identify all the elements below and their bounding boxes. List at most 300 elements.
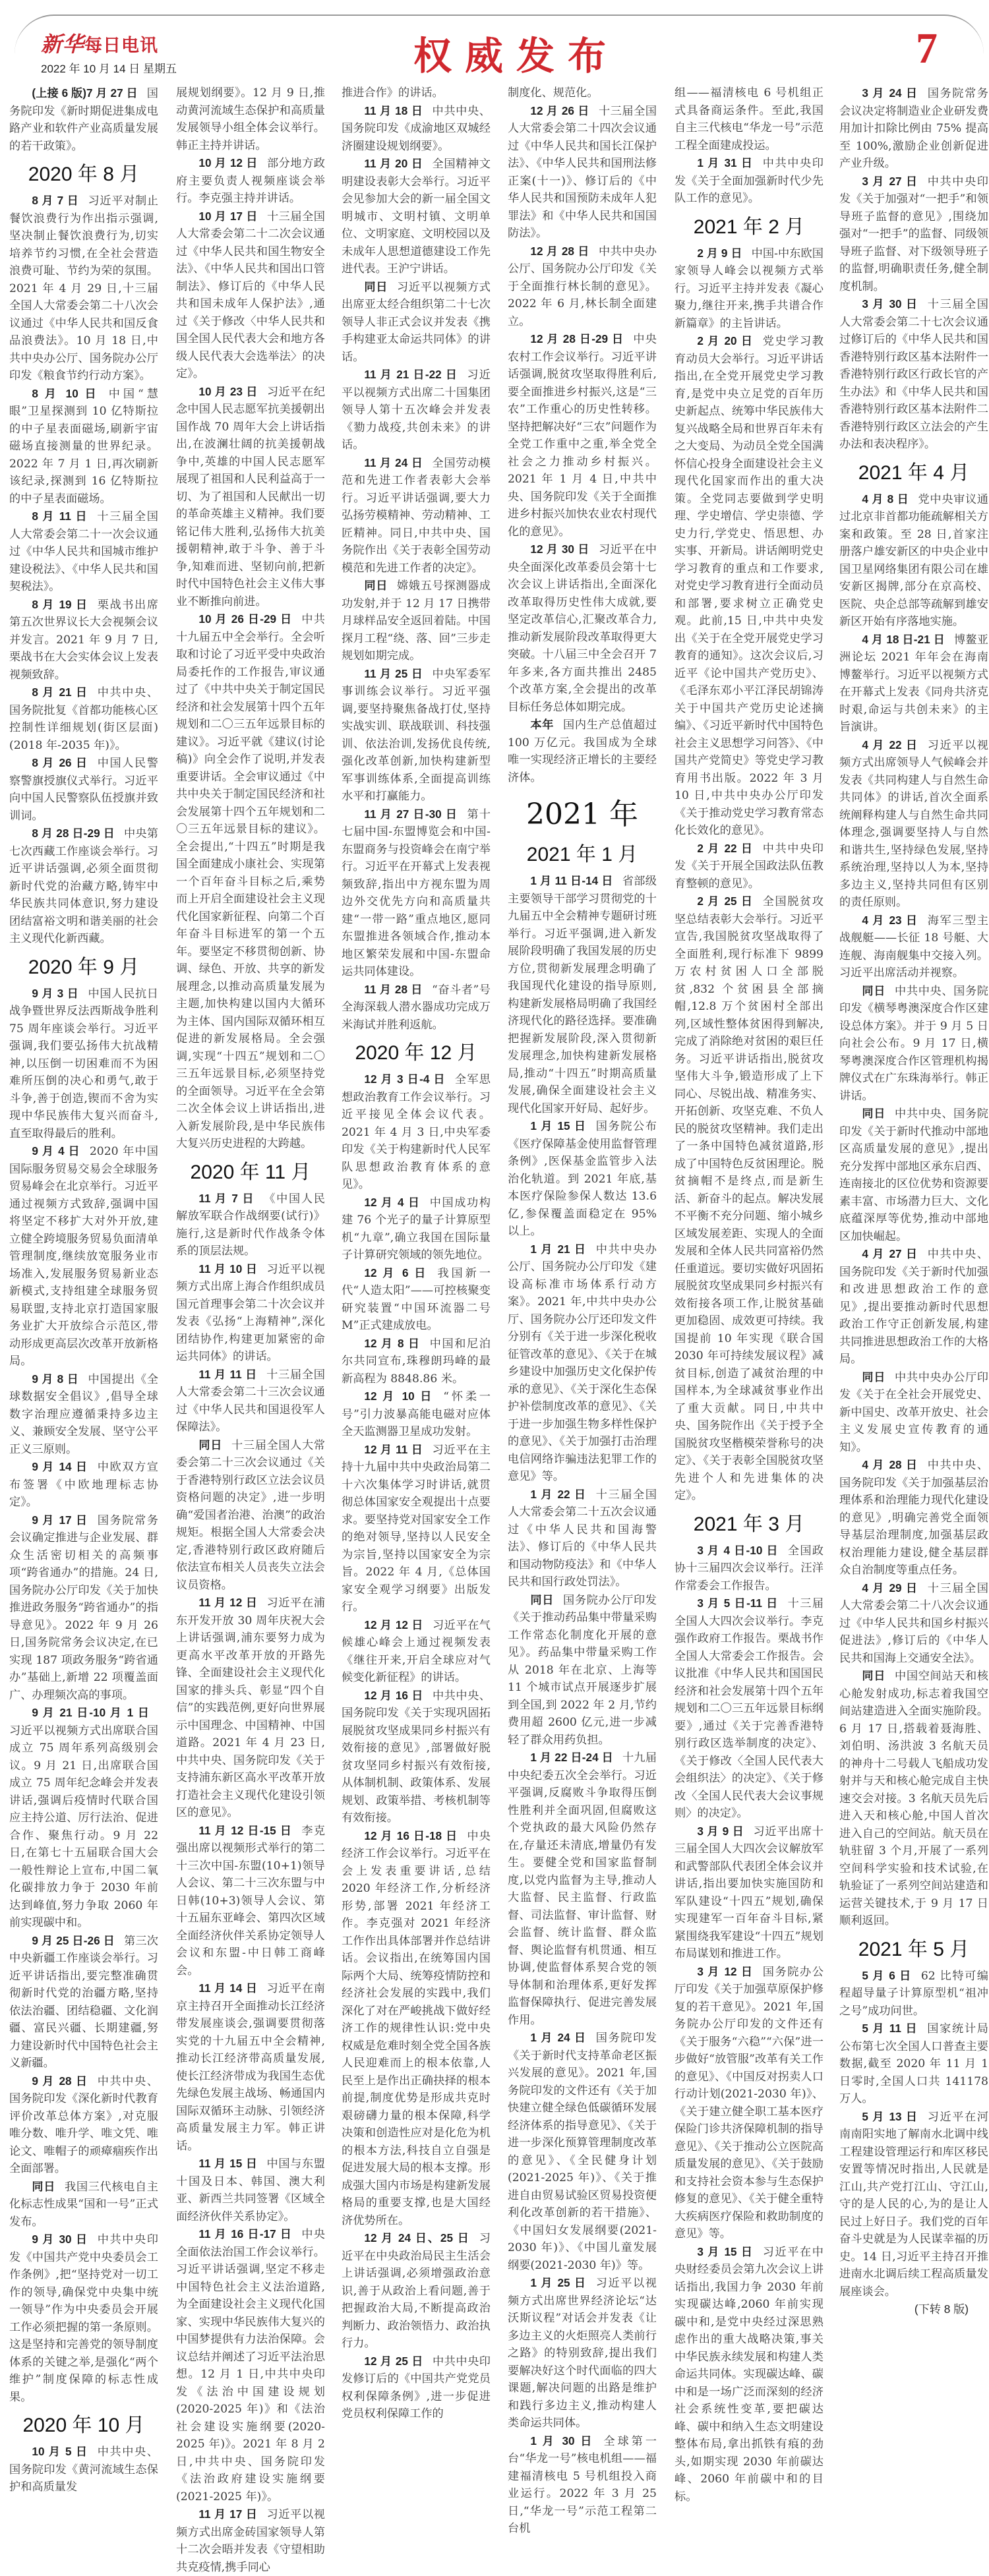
entry-date: 10 月 12 日 xyxy=(198,156,258,169)
chronicle-entry xyxy=(176,2505,325,2576)
entry-date: 9 月 21 日-10 月 1 日 xyxy=(32,1706,149,1719)
entry-text: 习近平在浦东开发开放 30 周年庆祝大会上讲话强调,浦东要努力成为更高水平改革开放的开路先锋、全面建设社会主义现代化国家的排头兵、彰显“四个自信”的实践范例,更好向世界展示中国理念、中国精神、中国道路。2021 年 4 月 23 日,中共中央、国务院印发《关于支持浦东新区高水平改革开放打造社会主义现代化建设引领区的意见》。 xyxy=(176,1596,325,1819)
entry-text: 习近平在中央财经委员会第九次会议上讲话指出,我国力争 2030 年前实现碳达峰,2060 年前实现碳中和,是党中央经过深思熟虑作出的重大战略决策,事关中华民族永续发展和构建人类命运共同体。实现碳达峰、碳中和是一场广泛而深刻的经济社会系统性变革,要把碳达峰、碳中和纳入生态文明建设整体布局,拿出抓铁有痕的劲头,如期实现 2030 年前碳达峰、2060 年前碳中和的目标。 xyxy=(674,2245,824,2503)
entry-text: 中共中央、国务院印发《成渝地区双城经济圈建设规划纲要》。 xyxy=(342,104,491,153)
entry-text: 国务院常务会议确定推进与企业发展、群众生活密切相关的高频事项“跨省通办”的措施。24 日,国务院办公厅印发《关于加快推进政务服务“跨省通办”的指导意见》。2022 年 9 月 26 日,国务院常务会议决定,在已实现 187 项政务服务“跨省通办”基础上,新增 22 项覆盖面广、办理频次高的事项。 xyxy=(9,1513,158,1702)
entry-date: 1 月 22 日-24 日 xyxy=(530,1751,614,1764)
entry-date: 3 月 9 日 xyxy=(697,1824,744,1838)
chronicle-entry xyxy=(674,893,824,1505)
entry-date: 11 月 11 日 xyxy=(198,1367,258,1381)
entry-text: 中国“慧眼”卫星探测到 10 亿特斯拉的中子星表面磁场,刷新宇宙磁场直接测量的世界纪录。2022 年 7 月 1 日,再次刷新该纪录,探测到 16 亿特斯拉的中子星表面磁场。 xyxy=(9,387,158,506)
newspaper-logo xyxy=(41,28,177,58)
chronicle-entry xyxy=(9,985,158,1143)
entry-date: 9 月 3 日 xyxy=(32,986,79,1000)
entry-text: 中共中央、国务院批复《首都功能核心区控制性详细规划(街区层面)(2018 年-2035 年)》。 xyxy=(9,686,158,752)
article-column-2 xyxy=(176,84,325,2576)
entry-date: (上接 6 版)7 月 27 日 xyxy=(32,86,138,100)
entry-date: 10 月 23 日 xyxy=(198,384,258,398)
entry-date: 1 月 21 日 xyxy=(530,1242,587,1256)
entry-text: 习近平在主持十九届中共中央政治局第二十六次集体学习时讲话,就贯彻总体国家安全观提出十点要求。要坚持党对国家安全工作的绝对领导,坚持以人民安全为宗旨,坚持以国家安全为宗旨。2022 年 4 月,《总体国家安全观学习纲要》出版发行。 xyxy=(342,1443,491,1614)
entry-text: 国务院办公厅印发《关于加强草原保护修复的若干意见》。2021 年,国务院办公厅印发的文件还有《关于服务“六稳”“六保”进一步做好“放管服”改革有关工作的意见》、《中国反对拐卖人口行动计划(2021-2030 年)》、《关于建立健全职工基本医疗保险门诊共济保障机制的指导意见》、《关于推动公立医院高质量发展的意见》、《关于鼓励和支持社会资本参与生态保护修复的意见》、《关于健全重特大疾病医疗保险和救助制度的意见》等。 xyxy=(674,1965,824,2240)
entry-text: 党中央审议通过北京非首都功能疏解相关方案和政策。至 28 日,首家注册落户雄安新区的中央企业中国卫星网络集团有限公司在雄安新区揭牌,部分在京高校、医院、央企总部等疏解到雄安新区开始有序落地实施。 xyxy=(839,492,988,628)
chronicle-entry xyxy=(9,684,158,754)
entry-date: 9 月 4 日 xyxy=(32,1144,80,1157)
entry-date: 12 月 30 日 xyxy=(530,542,589,556)
entry-text: 国务院印发《新时期促进集成电路产业和软件产业高质量发展的若干政策》。 xyxy=(9,87,158,153)
entry-date: 同日 xyxy=(862,1107,886,1120)
chronicle-entry xyxy=(176,1190,325,1260)
entry-text: 中共中央办公厅、国务院办公厅印发《关于全面推行林长制的意见》。2022 年 6 月,林长制全面建立。 xyxy=(508,245,657,328)
entry-date: 同日 xyxy=(862,1370,886,1384)
chronicle-entry xyxy=(508,102,657,243)
chronicle-entry xyxy=(342,1441,491,1616)
chronicle-entry xyxy=(839,1245,988,1368)
entry-date: 11 月 28 日 xyxy=(364,982,423,996)
chronicle-entry xyxy=(9,1370,158,1459)
entry-text: 李克强出席以视频形式举行的第二十三次中国-东盟(10+1)领导人会议、第二十三次东盟与中日韩(10+3)领导人会议、第十五届东亚峰会、第四次区域全面经济伙伴关系协定领导人会议和东盟-中日韩工商峰会。 xyxy=(176,1824,325,1977)
newspaper-brand xyxy=(41,28,177,76)
entry-text: 中共中央办公厅印发《关于在全社会开展党史、新中国史、改革开放史、社会主义发展史宣传教育的通知》。 xyxy=(839,1370,988,1454)
chronicle-entry xyxy=(342,1264,491,1335)
entry-date: 4 月 22 日 xyxy=(862,738,918,751)
entry-text: 62 比特可编程超导量子计算原型机“祖冲之号”成功问世。 xyxy=(839,1969,988,2018)
chronicle-entry xyxy=(9,1704,158,1932)
chronicle-entry xyxy=(342,1335,491,1388)
entry-text: 全国精神文明建设表彰大会举行。习近平会见参加大会的新一届全国文明城市、文明村镇、文明单位、文明家庭、文明校园以及未成年人思想道德建设工作先进代表。王沪宁讲话。 xyxy=(342,158,491,276)
entry-text: 习近平以视频方式出席金砖国家领导人第十二次会晤并发表《守望相助共克疫情,携手同心 xyxy=(176,2508,325,2574)
month-heading: 2020 年 12 月 xyxy=(355,1042,477,1064)
entry-date: 12 月 11 日 xyxy=(364,1442,423,1456)
chronicle-entry xyxy=(508,541,657,716)
chronicle-entry xyxy=(342,1070,491,1194)
entry-date: 11 月 12 日 xyxy=(198,1596,258,1609)
chronicle-entry xyxy=(839,1667,988,1930)
month-heading: 2021 年 3 月 xyxy=(693,1513,805,1535)
entry-text: 国务院常务会议决定将制造业企业研发费用加计扣除比例由 75% 提高至 100%,激励企业创新促进产业升级。 xyxy=(839,87,988,170)
entry-text: 习近平在中央政治局民主生活会上讲话强调,必须增强政治意识,善于从政治上看问题,善于把握政治大局,不断提高政治判断力、政治领悟力、政治执行力。 xyxy=(342,2232,491,2350)
entry-text: 国务院公布《医疗保障基金使用监督管理条例》,医保基金监管步入法治化轨道。到 2021 年底,基本医疗保险参保人数达 13.6 亿,参保覆盖面稳定在 95% 以上。 xyxy=(508,1120,657,1238)
chronicle-entry xyxy=(176,610,325,1153)
entry-date: 11 月 24 日 xyxy=(364,455,423,469)
entry-date: 同日 xyxy=(364,279,388,293)
entry-text: 中共中央、国务院印发《关于新时代加强和改进思想政治工作的意见》,提出要推动新时代思想政治工作守正创新发展,构建共同推进思想政治工作的大格局。 xyxy=(839,1248,988,1366)
entry-date: 4 月 18 日-21 日 xyxy=(862,632,945,646)
entry-date: 3 月 4 日-10 日 xyxy=(697,1543,779,1557)
entry-date: 1 月 25 日 xyxy=(530,2276,587,2289)
entry-text: 中共中央印发《关于开展全国政法队伍教育整顿的意见》。 xyxy=(674,842,824,891)
entry-text: 习近平以视频方式出席亚太经合组织第二十七次领导人非正式会议并发表《携手构建亚太命运共同体》的讲话。 xyxy=(342,280,491,364)
chronicle-entry xyxy=(342,665,491,805)
chronicle-entry xyxy=(508,330,657,541)
chronicle-entry xyxy=(839,84,988,173)
entry-date: 3 月 12 日 xyxy=(697,1964,754,1978)
entry-text: 第三次中央新疆工作座谈会举行。习近平讲话指出,要完整准确贯彻新时代党的治疆方略,坚持依法治疆、团结稳疆、文化润疆、富民兴疆、长期建疆,努力建设新时代中国特色社会主义新疆。 xyxy=(9,1934,158,2070)
entry-text: 中央全面依法治国工作会议举行。习近平讲话强调,坚定不移走中国特色社会主义法治道路,为全面建设社会主义现代化国家、实现中华民族伟大复兴的中国梦提供有力法治保障。会议总结并阐述了习近平法治思想。12 月 1 日,中共中央印发《法治中国建设规划(2020-2025 年)》和《法治社会建设实施纲要(2020-2025 年)》。2021 年 8 月 2 日,中共中央、国务院印发《法治政府建设实施纲要(2021-2025 年)》。 xyxy=(176,2228,325,2503)
entry-text: 中国人民抗日战争暨世界反法西斯战争胜利 75 周年座谈会举行。习近平强调,我们要弘扬伟大抗战精神,以压倒一切困难而不为困难所压倒的决心和勇气,敢于斗争,善于创造,锲而不舍为实现中华民族伟大复兴而奋斗,直至取得最后的胜利。 xyxy=(9,987,158,1140)
masthead xyxy=(15,15,984,78)
entry-text: 栗战书出席第五次世界议长大会视频会议并发言。2021 年 9 月 7 日,栗战书在大会实体会议上发表视频致辞。 xyxy=(9,598,158,682)
entry-text: 中共中央、国务院印发《深化新时代教育评价改革总体方案》,对克服唯分数、唯升学、唯文凭、唯论文、唯帽子的顽瘴痼疾作出全面部署。 xyxy=(9,2074,158,2175)
chronicle-entry xyxy=(508,1241,657,1486)
chronicle-entry xyxy=(508,2274,657,2432)
entry-text: 习近平对制止餐饮浪费行为作出指示强调,坚决制止餐饮浪费行为,切实培养节约习惯,在全社会营造浪费可耻、节约为荣的氛围。2021 年 4 月 29 日,十三届全国人大常委会第二十八次会议通过《中华人民共和国反食品浪费法》。10 月 18 日,中共中央办公厅、国务院办公厅印发《粮食节约行动方案》。 xyxy=(9,194,158,382)
chronicle-entry xyxy=(839,173,988,296)
entry-date: 8 月 28 日-29 日 xyxy=(32,827,115,840)
entry-date: 12 月 25 日 xyxy=(364,2354,423,2368)
entry-date: 11 月 25 日 xyxy=(364,666,423,680)
entry-date: 10 月 26 日-29 日 xyxy=(198,612,293,626)
continued-on-page: (下转 8 版) xyxy=(914,2302,969,2316)
entry-date: 1 月 30 日 xyxy=(530,2434,595,2447)
chronicle-entry xyxy=(342,577,491,665)
entry-text: 国内生产总值超过 100 万亿元。我国成为全球唯一实现经济正增长的主要经济体。 xyxy=(508,718,657,784)
entry-date: 11 月 12 日-15 日 xyxy=(198,1823,293,1837)
entry-date: 12 月 28 日 xyxy=(530,244,589,258)
entry-date: 12 月 6 日 xyxy=(364,1266,429,1279)
chronicle-entry xyxy=(508,872,657,1117)
article-column-3 xyxy=(342,84,491,2423)
entry-date: 5 月 11 日 xyxy=(862,2022,918,2035)
month-heading: 2020 年 9 月 xyxy=(28,956,140,978)
section-title: 权威发布 xyxy=(413,34,620,78)
entry-text: 中欧双方宣布签署《中欧地理标志协定》。 xyxy=(9,1461,158,1509)
chronicle-entry xyxy=(342,1687,491,1827)
entry-text: “奋斗者”号全海深载人潜水器成功完成万米海试并胜利返航。 xyxy=(342,983,491,1032)
chronicle-entry xyxy=(839,1579,988,1668)
chronicle-entry xyxy=(508,243,657,331)
entry-date: 12 月 12 日 xyxy=(364,1618,423,1631)
chronicle-entry xyxy=(839,490,988,631)
entry-date: 10 月 17 日 xyxy=(198,209,258,223)
chronicle-entry xyxy=(176,1822,325,1980)
entry-date: 9 月 14 日 xyxy=(32,1460,88,1473)
chronicle-entry xyxy=(839,982,988,1105)
chronicle-entry xyxy=(176,383,325,611)
chronicle-entry xyxy=(508,1117,657,1241)
entry-date: 5 月 6 日 xyxy=(862,1968,912,1982)
chronicle-entry xyxy=(508,2029,657,2274)
entry-text: 全国政协十三届四次会议举行。汪洋作常委会工作报告。 xyxy=(674,1544,824,1593)
entry-date: 11 月 27 日-30 日 xyxy=(364,807,458,821)
entry-date: 同日 xyxy=(530,1593,554,1606)
chronicle-entry xyxy=(9,1932,158,2072)
entry-text: 十三届全国人大常委会第二十三次会议通过《关于香港特别行政区立法会议员资格问题的决定》,进一步明确“爱国者治港、治澳”的政治规矩。根据全国人大常委会决定,香港特别行政区政府随后依法宣布相关人员丧失立法会议员资格。 xyxy=(176,1438,325,1592)
continued-paragraph: 推进合作》的讲话。 xyxy=(342,86,444,100)
entry-date: 同日 xyxy=(862,983,886,997)
logo-sub: 每日电讯 xyxy=(84,36,159,56)
entry-text: 习近平在中央全面深化改革委员会第十七次会议上讲话指出,全面深化改革取得历史性伟大成就,要坚定改革信心,汇聚改革合力,推动新发展阶段改革取得更大突破。十八届三中全会召开 7 年多来,各方面共推出 2485 个改革方案,全会提出的改革目标任务总体如期完成。 xyxy=(508,543,657,714)
article-column-1 xyxy=(9,84,158,2496)
entry-text: 党史学习教育动员大会举行。习近平讲话指出,在全党开展党史学习教育,是党中央立足党的百年历史新起点、统筹中华民族伟大复兴战略全局和世界百年未有之大变局、为动员全党全国满怀信心投身全面建设社会主义现代化国家而作出的重大决策。全党同志要做到学史明理、学史增信、学史崇德、学史力行,学党史、悟思想、办实事、开新局。讲话阐明党史学习教育的重点和工作要求,对党史学习教育进行全面动员和部署,要求树立正确党史观。此前,15 日,中共中央发出《关于在全党开展党史学习教育的通知》。这次会议后,习近平《论中国共产党历史》、《毛泽东邓小平江泽民胡锦涛关于中国共产党历史论述摘编》、《习近平新时代中国特色社会主义思想学习问答》、《中国共产党简史》等党史学习教育用书出版。2022 年 3 月 10 日,中共中央办公厅印发《关于推动党史学习教育常态化长效化的意见》。 xyxy=(674,335,824,837)
month-heading: 2020 年 8 月 xyxy=(28,163,140,185)
entry-text: 中共中央、国务院印发《横琴粤澳深度合作区建设总体方案》。并于 9 月 5 日向社会公布。9 月 17 日,横琴粤澳深度合作区管理机构揭牌仪式在广东珠海举行。韩正讲话。 xyxy=(839,984,988,1103)
logo-main: 新华 xyxy=(41,32,85,57)
entry-text: 十三届全国人大常委会第二十五次会议通过《中华人民共和国海警法》、修订后的《中华人民共和国动物防疫法》和《中华人民共和国行政处罚法》。 xyxy=(508,1488,657,1589)
chronicle-entry xyxy=(342,1827,491,2230)
entry-date: 1 月 24 日 xyxy=(530,2031,587,2044)
entry-text: 习近平在河南南阳实地了解南水北调中线工程建设管理运行和库区移民安置等情况时指出,人民就是江山,共产党打江山、守江山,守的是人民的心,为的是让人民过上好日子。我们党的百年奋斗史就是为人民谋幸福的历史。14 日,习近平主持召开推进南水北调后续工程高质量发展座谈会。 xyxy=(839,2110,988,2298)
entry-date: 12 月 4 日 xyxy=(364,1195,421,1209)
entry-date: 11 月 16 日-17 日 xyxy=(198,2227,293,2240)
entry-date: 4 月 27 日 xyxy=(862,1247,918,1260)
entry-text: 中国-中东欧国家领导人峰会以视频方式举行。习近平主持并发表《凝心聚力,继往开来,携手共谱合作新篇章》的主旨讲话。 xyxy=(674,247,824,330)
entry-date: 8 月 19 日 xyxy=(32,597,88,611)
entry-text: 国务院印发《关于新时代支持革命老区振兴发展的意见》。2021 年,国务院印发的文件还有《关于加快建立健全绿色低碳循环发展经济体系的指导意见》、《关于进一步深化预算管理制度改革的意见》、《全民健身计划(2021-2025 年)》、《关于推进自由贸易试验区贸易投资便利化改革创新的若干措施》、《中国妇女发展纲要(2021-2030 年)》、《中国儿童发展纲要(2021-2030 年)》等。 xyxy=(508,2032,657,2272)
entry-date: 3 月 30 日 xyxy=(862,297,918,310)
entry-date: 3 月 27 日 xyxy=(862,174,918,188)
entry-date: 9 月 8 日 xyxy=(32,1372,79,1386)
entry-text: 第十七届中国-东盟博览会和中国-东盟商务与投资峰会在南宁举行。习近平在开幕式上发表视频致辞,指出中方视东盟为周边外交优先方向和高质量共建“一带一路”重点地区,愿同东盟推进各领域合作,推动本地区繁荣发展和中国-东盟命运共同体建设。 xyxy=(342,807,491,978)
entry-date: 11 月 7 日 xyxy=(198,1191,255,1205)
entry-text: 习近平在气候雄心峰会上通过视频发表《继往开来,开启全球应对气候变化新征程》的讲话。 xyxy=(342,1618,491,1684)
entry-date: 4 月 23 日 xyxy=(862,913,918,927)
chronicle-entry xyxy=(674,1542,824,1595)
entry-date: 同日 xyxy=(862,1669,886,1682)
entry-date: 11 月 18 日 xyxy=(364,103,423,117)
entry-text: 习近平以视频方式出席上海合作组织成员国元首理事会第二十次会议并发表《弘扬“上海精神”,深化团结协作,构建更加紧密的命运共同体》的讲话。 xyxy=(176,1262,325,1363)
entry-text: 中国人民警察警旗授旗仪式举行。习近平向中国人民警察队伍授旗并致训词。 xyxy=(9,757,158,823)
entry-text: 习近平在南京主持召开全面推动长江经济带发展座谈会,强调要贯彻落实党的十九届五中全会精神,推动长江经济带高质量发展,使长江经济带成为我国生态优先绿色发展主战场、畅通国内国际双循环主动脉、引领经济高质量发展主力军。韩正讲话。 xyxy=(176,1982,325,2153)
chronicle-entry xyxy=(342,2229,491,2353)
entry-text: 中国与东盟十国及日本、韩国、澳大利亚、新西兰共同签署《区域全面经济伙伴关系协定》。 xyxy=(176,2157,325,2223)
entry-text: 我国三代核电自主化标志性成果“国和一号”正式发布。 xyxy=(9,2180,158,2229)
entry-date: 2 月 20 日 xyxy=(697,334,754,347)
chronicle-entry xyxy=(342,981,491,1034)
entry-date: 11 月 14 日 xyxy=(198,1981,258,1995)
chronicle-entry xyxy=(674,1823,824,1963)
article-column-6 xyxy=(839,84,988,2318)
entry-text: 中央经济工作会议举行。习近平在会上发表重要讲话,总结 2020 年经济工作,分析经济形势,部署 2021 年经济工作。李克强对 2021 年经济工作作出具体部署并作总结讲话。会议指出,在统筹国内国际两个大局、统筹疫情防控和经济社会发展的实践中,我们深化了对在严峻挑战下做好经济工作的规律性认识:党中央权威是危难时刻全党全国各族人民迎难而上的根本依靠,人民至上是作出正确抉择的根本前提,制度优势是形成共克时艰磅礴力量的根本保障,科学决策和创造性应对是化危为机的根本方法,科技自立自强是促进发展大局的根本支撑。形成强大国内市场是构建新发展格局的重要支撑,也是大国经济优势所在。 xyxy=(342,1829,491,2227)
entry-date: 本年 xyxy=(530,718,554,731)
chronicle-entry xyxy=(508,1486,657,1591)
entry-date: 3 月 5 日-11 日 xyxy=(697,1596,779,1610)
entry-date: 11 月 15 日 xyxy=(198,2157,258,2170)
entry-text: 全球第一台“华龙一号”核电机组——福建福清核电 5 号机组投入商业运行。2022 年 3 月 25 日,“华龙一号”示范工程第二台机 xyxy=(508,2434,657,2535)
month-heading: 2021 年 2 月 xyxy=(693,216,805,238)
entry-text: 习近平以视频方式出席二十国集团领导人第十五次峰会并发表《勠力战疫,共创未来》的讲话。 xyxy=(342,368,491,452)
entry-text: 十三届全国人大常委会第二十二次会议通过《中华人民共和国生物安全法》、《中华人民共和国出口管制法》、修订后的《中华人民共和国未成年人保护法》,通过《关于修改〈中华人民共和国全国人民代表大会和地方各级人民代表大会选举法〉的决定》。 xyxy=(176,210,325,380)
article-column-4 xyxy=(508,84,657,2538)
chronicle-entry xyxy=(176,1594,325,1822)
continued-paragraph: 制度化、规范化。 xyxy=(508,86,599,100)
chronicle-entry xyxy=(674,2243,824,2506)
month-heading: 2020 年 11 月 xyxy=(190,1161,311,1183)
entry-text: 中共中央、国务院印发《关于实现巩固拓展脱贫攻坚成果同乡村振兴有效衔接的意见》,部署做好脱贫攻坚同乡村振兴有效衔接,从体制机制、政策体系、发展规划、政策举措、考核机制等有效衔接。 xyxy=(342,1689,491,1825)
chronicle-entry xyxy=(839,295,988,454)
entry-date: 1 月 31 日 xyxy=(697,156,754,169)
chronicle-entry xyxy=(342,102,491,156)
chronicle-entry xyxy=(9,508,158,596)
entry-date: 11 月 20 日 xyxy=(364,157,423,170)
entry-date: 11 月 17 日 xyxy=(198,2507,258,2521)
chronicle-entry xyxy=(9,2231,158,2406)
entry-date: 8 月 11 日 xyxy=(32,510,88,523)
chronicle-entry xyxy=(176,2155,325,2225)
chronicle-entry xyxy=(674,154,824,208)
chronicle-entry xyxy=(9,1511,158,1705)
entry-date: 4 月 28 日 xyxy=(862,1458,918,1471)
entry-text: 中央第七次西藏工作座谈会举行。习近平讲话强调,必须全面贯彻新时代党的治藏方略,铸牢中华民族共同体意识,努力建设团结富裕文明和谐美丽的社会主义现代化新西藏。 xyxy=(9,827,158,945)
chronicle-entry xyxy=(9,1142,158,1370)
chronicle-entry xyxy=(9,192,158,385)
entry-date: 12 月 24 日、25 日 xyxy=(364,2231,470,2244)
entry-text: 十三届全国人大常委会第二十八次会议通过《中华人民共和国乡村振兴促进法》,修订后的《中华人民共和国海上交通安全法》。 xyxy=(839,1581,988,1665)
entry-text: 中央军委军事训练会议举行。习近平强调,要坚持聚焦备战打仗,坚持实战实训、联战联训、科技强训、依法治训,发扬优良传统,强化改革创新,加快构建新型军事训练体系,全面提高训练水平和打赢能力。 xyxy=(342,667,491,803)
entry-date: 1 月 22 日 xyxy=(530,1487,587,1501)
entry-text: 2020 年中国国际服务贸易交易会全球服务贸易峰会在北京举行。习近平通过视频方式致辞,强调中国将坚定不移扩大对外开放,建立健全跨境服务贸易负面清单管理制度,继续放宽服务业市场准入,发展服务贸易新业态新模式,支持组建全球服务贸易联盟,支持北京打造国家服务业扩大开放综合示范区,带动形成更高层次改革开放新格局。 xyxy=(9,1145,158,1368)
chronicle-entry xyxy=(176,154,325,208)
entry-date: 2 月 25 日 xyxy=(697,894,754,908)
entry-date: 10 月 5 日 xyxy=(32,2445,88,2458)
month-heading: 2020 年 10 月 xyxy=(22,2415,145,2436)
chronicle-entry xyxy=(176,2225,325,2505)
entry-text: 博鳌亚洲论坛 2021 年年会在海南博鳌举行。习近平以视频方式在开幕式上发表《同舟共济克时艰,命运与共创未来》的主旨演讲。 xyxy=(839,633,988,734)
entry-text: 国务院办公厅印发《关于推动药品集中带量采购工作常态化制度化开展的意见》。药品集中带量采购工作从 2018 年在北京、上海等 11 个城市试点开展逐步扩展到全国,到 2022 年 2 月,节约费用超 2600 亿元,进一步减轻了群众用药负担。 xyxy=(508,1593,657,1747)
chronicle-entry xyxy=(342,454,491,577)
entry-date: 12 月 28 日-29 日 xyxy=(530,332,624,345)
chronicle-entry xyxy=(9,754,158,825)
entry-text: 中国提出《全球数据安全倡议》,倡导全球数字治理应遵循秉持多边主义、兼顾安全发展、坚守公平正义三原则。 xyxy=(9,1372,158,1456)
month-heading: 2021 年 1 月 xyxy=(526,844,638,865)
entry-text: 中共中央办公厅、国务院办公厅印发《建设高标准市场体系行动方案》。2021 年,中共中央办公厅、国务院办公厅还印发文件分别有《关于进一步深化税收征管改革的意见》、《关于在城乡建设中加强历史文化保护传承的意见》、《关于深化生态保护补偿制度改革的意见》、《关于进一步加强生物多样性保护的意见》、《关于加强打击治理电信网络诈骗违法犯罪工作的意见》等。 xyxy=(508,1243,657,1483)
entry-text: 习近平出席十三届全国人大四次会议解放军和武警部队代表团全体会议并讲话,指出要加快实施国防和军队建设“十四五”规划,确保实现建军一百年奋斗目标,紧紧围绕我军建设“十四五”规划布局谋划和推进工作。 xyxy=(674,1825,824,1960)
entry-date: 3 月 24 日 xyxy=(862,86,918,100)
entry-date: 8 月 10 日 xyxy=(32,386,100,400)
chronicle-entry xyxy=(176,1366,325,1436)
entry-date: 5 月 13 日 xyxy=(862,2109,918,2123)
entry-date: 11 月 21 日-22 日 xyxy=(364,368,458,381)
chronicle-entry xyxy=(839,1456,988,1579)
chronicle-entry xyxy=(839,1368,988,1457)
chronicle-entry xyxy=(839,1105,988,1245)
chronicle-entry xyxy=(508,1591,657,1749)
entry-date: 2 月 22 日 xyxy=(697,841,754,855)
chronicle-entry xyxy=(508,716,657,786)
chronicle-entry xyxy=(674,332,824,840)
chronicle-entry xyxy=(342,278,491,366)
entry-text: 《中国人民解放军联合作战纲要(试行)》施行,这是新时代作战条令体系的顶层法规。 xyxy=(176,1192,325,1258)
chronicle-entry xyxy=(508,1749,657,2029)
chronicle-entry xyxy=(674,1595,824,1823)
chronicle-entry xyxy=(674,840,824,893)
entry-date: 3 月 15 日 xyxy=(697,2244,754,2258)
entry-date: 9 月 30 日 xyxy=(32,2233,88,2246)
chronicle-entry xyxy=(9,84,158,155)
entry-text: 中国空间站天和核心舱发射成功,标志着我国空间站建造进入全面实施阶段。6 月 17 日,搭载着聂海胜、刘伯明、汤洪波 3 名航天员的神舟十二号载人飞船成功发射并与天和核心舱完成自主快速交会对接。3 名航天员先后进入天和核心舱,中国人首次进入自己的空间站。航天员在轨驻留 3 个月,开展了一系列空间科学实验和技术试验,在轨验证了一系列空间站建造和运营关键技术,于 9 月 17 日顺利返回。 xyxy=(839,1670,988,1927)
chronicle-entry xyxy=(9,2443,158,2496)
chronicle-entry xyxy=(9,596,158,684)
entry-date: 1 月 11 日-14 日 xyxy=(530,874,613,887)
entry-date: 2 月 9 日 xyxy=(697,246,742,260)
entry-text: 十三届全国人大常委会第二十四次会议通过《中华人民共和国长江保护法》、《中华人民共和国刑法修正案(十一)》、修订后的《中华人民共和国预防未成年人犯罪法》和《中华人民共和国国防法》。 xyxy=(508,104,657,240)
entry-date: 12 月 3 日-4 日 xyxy=(364,1072,446,1086)
entry-text: 十三届全国人大常委会第二十七次会议通过修订后的《中华人民共和国香港特别行政区基本法附件一香港特别行政区行政长官的产生办法》和《中华人民共和国香港特别行政区基本法附件二香港特别行政区立法会的产生办法和表决程序》。 xyxy=(839,298,988,451)
entry-date: 同日 xyxy=(364,579,388,592)
chronicle-entry xyxy=(839,912,988,982)
entry-text: 中国成功构建 76 个光子的量子计算原型机“九章”,确立我国在国际量子计算研究领域的领先地位。 xyxy=(342,1196,491,1262)
chronicle-entry xyxy=(839,2108,988,2301)
chronicle-entry xyxy=(342,805,491,981)
entry-text: 十三届全国人大四次会议举行。李克强作政府工作报告。栗战书作全国人大常委会工作报告。会议批准《中华人民共和国国民经济和社会发展第十四个五年规划和二〇三五年远景目标纲要》,通过《关于完善香港特别行政区选举制度的决定》、《关于修改〈全国人民代表大会组织法〉的决定》、《关于修改〈全国人民代表大会议事规则〉的决定》。 xyxy=(674,1597,824,1820)
chronicle-entry xyxy=(9,1458,158,1511)
entry-text: 中共中央印发《关于加强对“一把手”和领导班子监督的意见》,围绕加强对“一把手”的监督、同级领导班子监督、对下级领导班子的监督,明确职责任务,健全制度机制。 xyxy=(839,175,988,293)
month-heading: 2021 年 5 月 xyxy=(858,1938,970,1960)
chronicle-entry xyxy=(342,1194,491,1264)
entry-text: 中共中央、国务院印发《关于新时代推动中部地区高质量发展的意见》,提出充分发挥中部地区承东启西、连南接北的区位优势和资源要素丰富、市场潜力巨大、文化底蕴深厚等优势,推动中部地区加快崛起。 xyxy=(839,1107,988,1243)
entry-text: 习近平在纪念中国人民志愿军抗美援朝出国作战 70 周年大会上讲话指出,在波澜壮阔的抗美援朝战争中,英雄的中国人民志愿军展现了祖国和人民利益高于一切、为了祖国和人民献出一切的革命英雄主义精神。我们要铭记伟大胜利,弘扬伟大抗美援朝精神,敢于斗争、善于斗争,知难而进、坚韧向前,把新时代中国特色社会主义伟大事业不断推向前进。 xyxy=(176,385,325,608)
chronicle-entry xyxy=(839,631,988,736)
entry-date: 8 月 21 日 xyxy=(32,686,88,699)
entry-date: 12 月 26 日 xyxy=(530,103,589,117)
entry-date: 9 月 17 日 xyxy=(32,1513,88,1527)
chronicle-entry xyxy=(839,1967,988,2020)
page-number: 7 xyxy=(916,24,938,73)
entry-text: 习近平以视频方式出席世界经济论坛“达沃斯议程”对话会并发表《让多边主义的火炬照亮人类前行之路》的特别致辞,提出我们要解决好这个时代面临的四大课题,解决问题的出路是维护和践行多边主义,推动构建人类命运共同体。 xyxy=(508,2277,657,2430)
chronicle-entry xyxy=(839,736,988,912)
entry-text: 海军三型主战舰艇——长征 18 号艇、大连舰、海南舰集中交接入列。习近平出席活动并视察。 xyxy=(839,914,988,980)
entry-text: 中共中央印发《关于全面加强新时代少先队工作的意见》。 xyxy=(674,157,824,205)
chronicle-entry xyxy=(342,366,491,454)
entry-date: 同日 xyxy=(32,2179,56,2193)
entry-text: 中共中央、国务院印发《关于加强基层治理体系和治理能力现代化建设的意见》,明确完善党全面领导基层治理制度,加强基层政权治理能力建设,健全基层群众自治制度等重点任务。 xyxy=(839,1459,988,1577)
entry-date: 9 月 25 日-26 日 xyxy=(32,1933,115,1947)
entry-text: 十三届全国人大常委会第二十三次会议通过《中华人民共和国退役军人保障法》。 xyxy=(176,1368,325,1434)
chronicle-entry xyxy=(9,825,158,948)
chronicle-entry xyxy=(176,208,325,383)
entry-date: 8 月 7 日 xyxy=(32,194,79,207)
chronicle-entry xyxy=(342,1616,491,1687)
chronicle-entry xyxy=(176,1979,325,2155)
chronicle-entry xyxy=(342,2353,491,2423)
entry-text: 中共中央印发修订后的《中国共产党党员权利保障条例》,进一步促进党员权利保障工作的 xyxy=(342,2355,491,2420)
entry-text: 中共十九届五中全会举行。全会听取和讨论了习近平受中央政治局委托作的工作报告,审议通过了《中共中央关于制定国民经济和社会发展第十四个五年规划和二〇三五年远景目标的建议》。习近平就《建议(讨论稿)》向全会作了说明,并发表重要讲话。全会审议通过《中共中央关于制定国民经济和社会发展第十四个五年规划和二〇三五年远景目标的建议》。全会提出,“十四五”时期是我国全面建成小康社会、实现第一个百年奋斗目标之后,乘势而上开启全面建设社会主义现代化国家新征程、向第二个百年奋斗目标进军的第一个五年。要坚定不移贯彻创新、协调、绿色、开放、共享的新发展理念,以推动高质量发展为主题,加快构建以国内大循环为主体、国内国际双循环相互促进的新发展格局。全会强调,实现“十四五”规划和二〇三五年远景目标,必须坚持党的全面领导。习近平在全会第二次全体会议上讲话指出,进入新发展阶段,是中华民族伟大复兴历史进程的大跨越。 xyxy=(176,613,325,1150)
entry-text: 习近平以视频方式出席领导人气候峰会并发表《共同构建人与自然生命共同体》的讲话,首次全面系统阐释构建人与自然生命共同体理念,强调要坚持人与自然和谐共生,坚持绿色发展,坚持系统治理,坚持以人为本,坚持多边主义,坚持共同但有区别的责任原则。 xyxy=(839,738,988,909)
chronicle-entry xyxy=(176,1260,325,1366)
chronicle-entry xyxy=(9,385,158,508)
entry-date: 4 月 29 日 xyxy=(862,1581,918,1595)
chronicle-entry xyxy=(674,1963,824,2243)
entry-date: 9 月 28 日 xyxy=(32,2074,88,2088)
month-heading: 2021 年 4 月 xyxy=(858,461,970,484)
entry-text: 中共中央印发《中国共产党中央委员会工作条例》,把“坚持党对一切工作的领导,确保党中央集中统一领导”作为中央委员会开展工作必须把握的第一条原则。这是坚持和完善党的领导制度体系的关键之举,是强化“两个维护”制度保障的标志性成果。 xyxy=(9,2233,158,2404)
article-column-5 xyxy=(674,84,824,2505)
issue-date: 2022 年 10 月 14 日 星期五 xyxy=(41,63,177,75)
chronicle-entry xyxy=(839,2020,988,2108)
year-heading: 2021 年 xyxy=(526,798,638,831)
chronicle-entry xyxy=(674,245,824,333)
chronicle-entry xyxy=(342,1388,491,1441)
entry-text: 省部级主要领导干部学习贯彻党的十九届五中全会精神专题研讨班举行。习近平强调,进入新发展阶段明确了我国发展的历史方位,贯彻新发展理念明确了我国现代化建设的指导原则,构建新发展格局明确了我国经济现代化的路径选择。要准确把握新发展阶段,深入贯彻新发展理念,加快构建新发展格局,推动“十四五”时期高质量发展,确保全面建设社会主义现代化国家开好局、起好步。 xyxy=(508,875,657,1115)
entry-text: 十三届全国人大常委会第二十一次会议通过《中华人民共和国城市维护建设税法》、《中华人民共和国契税法》。 xyxy=(9,510,158,593)
entry-text: 中央农村工作会议举行。习近平讲话强调,脱贫攻坚取得胜利后,要全面推进乡村振兴,这是“三农”工作重心的历史性转移。坚持把解决好“三农”问题作为全党工作重中之重,举全党全社会之力推动乡村振兴。2021 年 1 月 4 日,中共中央、国务院印发《关于全面推进乡村振兴加快农业农村现代化的意见》。 xyxy=(508,333,657,539)
chronicle-entry xyxy=(9,2072,158,2178)
chronicle-entry xyxy=(342,155,491,278)
entry-date: 1 月 15 日 xyxy=(530,1119,587,1132)
chronicle-entry xyxy=(9,2178,158,2231)
entry-text: 我国新一代“人造太阳”——可控核聚变研究装置“中国环流器二号 M”正式建成放电。 xyxy=(342,1266,491,1332)
entry-date: 4 月 8 日 xyxy=(862,492,909,506)
entry-date: 12 月 10 日 xyxy=(364,1390,435,1403)
entry-text: “怀柔一号”引力波暴高能电磁对应体全天监测器卫星成功发射。 xyxy=(342,1390,491,1438)
entry-date: 11 月 10 日 xyxy=(198,1262,258,1275)
entry-date: 同日 xyxy=(198,1438,223,1451)
entry-date: 12 月 8 日 xyxy=(364,1336,421,1350)
entry-text: 全军思想政治教育工作会议举行。习近平接见全体会议代表。2021 年 4 月 3 日,中央军委印发《关于构建新时代人民军队思想政治教育体系的意见》。 xyxy=(342,1073,491,1191)
entry-date: 8 月 26 日 xyxy=(32,756,88,769)
entry-date: 12 月 16 日 xyxy=(364,1688,423,1702)
chronicle-entry xyxy=(176,1436,325,1595)
entry-text: 国家统计局公布第七次全国人口普查主要数据,截至 2020 年 11 月 1 日零时,全国人口共 141178 万人。 xyxy=(839,2022,988,2105)
